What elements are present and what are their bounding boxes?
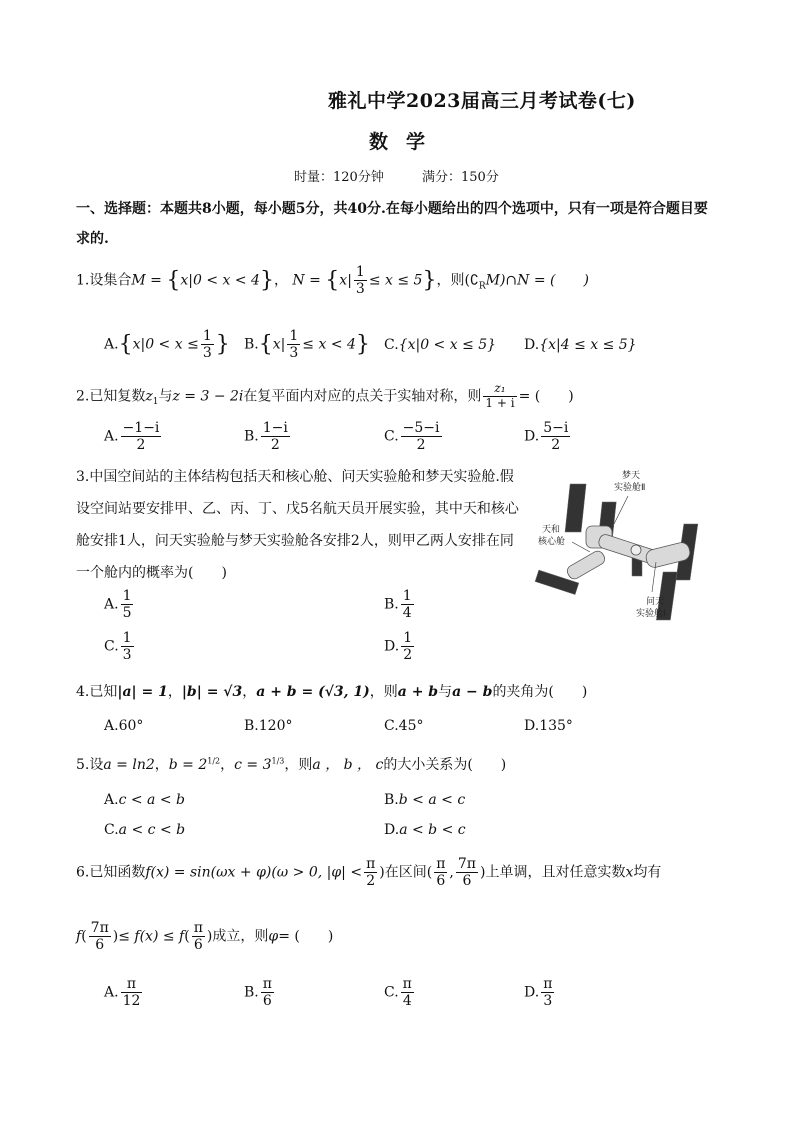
full-score: 满分：150分: [422, 170, 499, 185]
q2-option-b[interactable]: B. $\frac{1-i}{2}$: [244, 420, 288, 454]
q3-option-c[interactable]: C. $\frac{1}{3}$: [104, 630, 132, 664]
section-heading-cont: 求的.: [76, 231, 109, 247]
solar-panel: [565, 484, 586, 532]
space-station-figure: [528, 466, 724, 626]
q2-option-d[interactable]: D. $\frac{5-i}{2}$: [524, 420, 569, 454]
q1-set2-frac: $\frac{1}{3}$: [355, 264, 365, 298]
question-3-line2: 设空间站要安排甲、乙、丙、丁、戊5名航天员开展实验，其中天和核心: [76, 501, 519, 517]
time-limit: 时量：120分钟: [294, 170, 384, 185]
q1-set2-var: x: [339, 272, 348, 289]
q2-option-a[interactable]: A. $\frac{-1-i}{2}$: [104, 420, 160, 454]
question-3-line1: 3.中国空间站的主体结构包括天和核心舱、问天实验舱和梦天实验舱.假: [76, 469, 514, 485]
q4-option-b[interactable]: B.120°: [244, 718, 293, 734]
label-wentian-sub: 实验舱Ⅰ: [636, 609, 666, 619]
q2-option-c[interactable]: C. $\frac{-5-i}{2}$: [384, 420, 440, 454]
q1-eq: =: [309, 272, 321, 289]
q1-then: ，则: [436, 272, 465, 289]
q1-option-b[interactable]: B.{x| $\frac{1}{3}$ ≤ x < 4}: [244, 328, 370, 362]
q1-complement-sub: R: [478, 281, 486, 292]
cargo-module: [565, 549, 607, 581]
q6-option-b[interactable]: B. $\frac{\pi}{6}$: [244, 976, 272, 1010]
q6-option-d[interactable]: D. $\frac{\pi}{3}$: [524, 976, 553, 1010]
q3-option-a[interactable]: A. $\frac{1}{5}$: [104, 588, 132, 622]
q4-option-c[interactable]: C.45°: [384, 718, 424, 734]
q1-set1-cond: 0 < x < 4: [192, 272, 260, 289]
q1-set2-tail: ≤ x ≤ 5: [368, 272, 423, 289]
question-3-line3: 舱安排1人，问天实验舱与梦天实验舱各安排2人，则甲乙两人安排在同: [76, 533, 514, 549]
q6-option-a[interactable]: A. $\frac{\pi}{12}$: [104, 976, 141, 1010]
label-wentian: 问天: [646, 597, 665, 607]
q1-brace: {: [325, 268, 340, 294]
question-6-line2: f( $\frac{7\pi}{6}$ )≤ f(x) ≤ f( $\frac{\pi}{6}$ )成立，则φ= ( ): [76, 920, 334, 954]
q1-complement-tail: M)∩N = ( ): [485, 272, 589, 289]
q5-option-d[interactable]: D.a < b < c: [384, 822, 466, 838]
q4-option-d[interactable]: D.135°: [524, 718, 573, 734]
q5-option-c[interactable]: C.a < c < b: [104, 822, 186, 838]
q3-option-b[interactable]: B. $\frac{1}{4}$: [384, 588, 412, 622]
q3-option-d[interactable]: D. $\frac{1}{2}$: [384, 630, 413, 664]
q4-option-a[interactable]: A.60°: [104, 718, 144, 734]
question-6-line1: 6.已知函数f(x) = sin(ωx + φ)(ω > 0, |φ| < $\frac{\pi}{2}$ )在区间( $\frac{\pi}{6}$ , $\frac{7\pi}{6}$ )上单调，且对任意实数x均有: [76, 856, 662, 890]
q1-eq: =: [150, 272, 162, 289]
label-tianhe: 天和: [542, 525, 561, 535]
label-mengtian: 梦天: [622, 471, 641, 481]
subject-title: 数学: [369, 131, 444, 153]
question-3-line4: 一个舱内的概率为( ): [76, 565, 227, 581]
label-mengtian-sub: 实验舱Ⅱ: [614, 483, 646, 493]
q1-complement: (∁: [464, 272, 479, 289]
q1-option-a[interactable]: A.{x|0 < x ≤ $\frac{1}{3}$ }: [104, 328, 230, 362]
q1-set-m: M: [131, 272, 146, 289]
exam-title: 雅礼中学2023届高三月考试卷(七): [328, 90, 636, 112]
q1-brace: {: [166, 268, 181, 294]
q5-option-a[interactable]: A.c < a < b: [104, 792, 185, 808]
section-heading: 一、选择题：本题共8小题，每小题5分，共40分.在每小题给出的四个选项中，只有一项是符合题目要: [76, 201, 708, 217]
q1-stem: 1.设集合: [76, 272, 132, 289]
label-tianhe-sub: 核心舱: [538, 537, 566, 547]
question-1: 1.设集合M = {x|0 < x < 4}， N = {x| $\frac{1}{3}$ ≤ x ≤ 5}，则$(∁_RM)\cap N$ = ( ): [76, 264, 589, 298]
node-module: [631, 545, 641, 555]
question-4: 4.已知|a| = 1，|b| = √3，a + b = (√3, 1)，则a + b与a − b的夹角为( ): [76, 684, 588, 700]
q1-option-d[interactable]: D.{x|4 ≤ x ≤ 5}: [524, 337, 637, 353]
leader-line: [614, 496, 628, 524]
q5-option-b[interactable]: B.b < a < c: [384, 792, 466, 808]
question-2: 2.已知复数$z_1$与z = 3 − 2i在复平面内对应的点关于实轴对称，则 $\frac{\text{z₁}}{1 + i}$ = ( ): [76, 381, 574, 410]
q1-brace: }: [259, 268, 274, 294]
q6-option-c[interactable]: C. $\frac{\pi}{4}$: [384, 976, 412, 1010]
question-5: 5.设a = ln2，$b = 2^{1/2}$，$c = 3^{1/3}$，则a ， b ， c的大小关系为( ): [76, 756, 507, 773]
q1-set-n: N: [292, 272, 305, 289]
q1-set1-var: x: [180, 272, 189, 289]
q1-comma: ，: [273, 272, 288, 289]
q1-brace: }: [422, 268, 437, 294]
q1-option-c[interactable]: C.{x|0 < x ≤ 5}: [384, 337, 497, 353]
